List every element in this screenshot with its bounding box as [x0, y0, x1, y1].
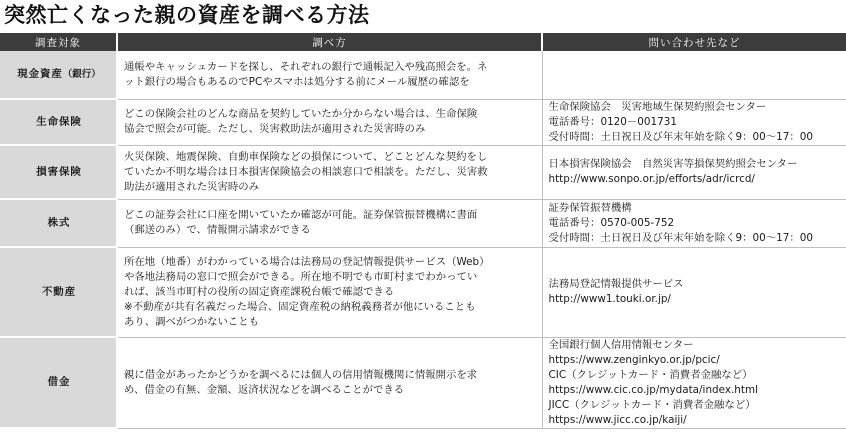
method-text-line: 火災保険、地震保険、自動車保険などの損保について、どことどんな契約をし: [124, 150, 488, 163]
method-text-line: ※不動産が共有名義だった場合、固定資産税の納税義務者が他にいることも: [124, 300, 476, 313]
method-text-line: 所在地（地番）がわかっている場合は法務局の登記情報提供サービス（Web）: [124, 255, 490, 268]
page-title: 突然亡くなった親の資産を調べる方法: [4, 3, 370, 27]
method-text-line: どこの証券会社に口座を開いていたか確認が可能。証券保管振替機構に書面: [124, 209, 478, 221]
method-text-line: ていたか不明な場合は日本損害保険協会の相談窓口で相談を。ただし、災害救: [124, 165, 488, 178]
row-contact: [542, 337, 846, 428]
category-label: 損害保険: [36, 165, 82, 178]
row-method: [117, 51, 542, 99]
category-label: 借金: [47, 376, 71, 388]
method-text-line: め、借金の有無、金額、返済状況などを調べることができる: [124, 383, 405, 396]
table-row: [0, 199, 846, 247]
table-row: [0, 51, 846, 99]
row-contact: [542, 99, 846, 145]
category-label: 株式: [47, 216, 71, 229]
row-contact: [542, 247, 846, 337]
row-method: [117, 199, 542, 247]
contact-url[interactable]: http://www1.touki.or.jp/: [548, 293, 671, 305]
table-header-row: [0, 33, 846, 51]
table-row: [0, 99, 846, 145]
row-contact: [542, 145, 846, 199]
header-method: 調べ方: [117, 33, 542, 51]
row-category: [0, 199, 117, 247]
contact-text-line: CIC（クレジットカード・消費者金融など）: [548, 368, 753, 381]
method-text-line: 通帳やキャッシュカードを探し、それぞれの銀行で通帳記入や残高照会を。ネ: [124, 60, 488, 73]
row-method: [117, 337, 542, 428]
method-text-line: ット銀行の場合もあるのでPCやスマホは処分する前にメール履歴の確認を: [124, 75, 470, 88]
contact-text-line: 電話番号：0120－001731: [548, 115, 677, 128]
method-text-line: や各地法務局の窓口で照会ができる。所在地不明でも市町村までわかってい: [124, 270, 478, 283]
contact-text-line: 受付時間：土日祝日及び年末年始を除く9：00～17：00: [548, 231, 813, 244]
contact-text-line: JICC（クレジットカード・消費者金融など）: [548, 398, 756, 411]
row-contact: [542, 51, 846, 99]
contact-url[interactable]: https://www.jicc.co.jp/kaiji/: [548, 413, 687, 426]
contact-text-line: 証券保管振替機構: [548, 201, 632, 214]
contact-url[interactable]: https://www.cic.co.jp/mydata/index.html: [548, 383, 758, 396]
table-row: [0, 145, 846, 199]
contact-text-line: 全国銀行個人信用情報センター: [548, 338, 694, 351]
category-label: 生命保険: [36, 115, 82, 128]
header-contact: 問い合わせ先など: [542, 33, 846, 51]
contact-text-line: 日本損害保険協会 自然災害等損保契約照会センター: [548, 158, 798, 170]
table-row: [0, 247, 846, 337]
table-row: [0, 337, 846, 428]
method-text-line: （郵送のみ）で、情報開示請求ができる: [124, 224, 311, 236]
method-text-line: どこの保険会社のどんな商品を契約していたか分からない場合は、生命保険: [124, 108, 478, 120]
category-label: 不動産: [41, 285, 77, 298]
row-category: [0, 145, 117, 199]
contact-text-line: 法務局登記情報提供サービス: [548, 278, 684, 290]
contact-text-line: 電話番号：0570-005-752: [548, 216, 675, 229]
method-text-line: れば、該当市町村の役所の固定資産課税台帳で確認できる: [124, 285, 395, 298]
header-category: 調査対象: [0, 33, 117, 51]
method-text-line: 親に借金があったかどうかを調べるには個人の信用情報機関に情報開示を求: [124, 368, 478, 381]
row-method: [117, 99, 542, 145]
row-contact: [542, 199, 846, 247]
category-label: 現金資産: [17, 68, 63, 80]
row-category: [0, 51, 117, 99]
contact-url[interactable]: http://www.sonpo.or.jp/efforts/adr/icrcd/: [548, 173, 755, 185]
contact-text-line: 生命保険協会 災害地域生保契約照会センター: [548, 100, 767, 113]
asset-investigation-table: [0, 33, 846, 429]
row-category: [0, 99, 117, 145]
row-method: [117, 145, 542, 199]
category-suffix: （銀行）: [62, 69, 101, 80]
row-category: [0, 247, 117, 337]
row-method: [117, 247, 542, 337]
row-category: [0, 337, 117, 428]
method-text-line: 協会で照会が可能。ただし、災害救助法が適用された災害時のみ: [124, 123, 426, 135]
table-body: [0, 51, 846, 428]
contact-url[interactable]: https://www.zenginkyo.or.jp/pcic/: [548, 353, 720, 366]
method-text-line: 助法が適用された災害時のみ: [124, 180, 260, 193]
method-text-line: あり、調べがつかないことも: [124, 315, 260, 328]
contact-text-line: 受付時間：土日祝日及び年末年始を除く9：00～17：00: [548, 130, 813, 143]
